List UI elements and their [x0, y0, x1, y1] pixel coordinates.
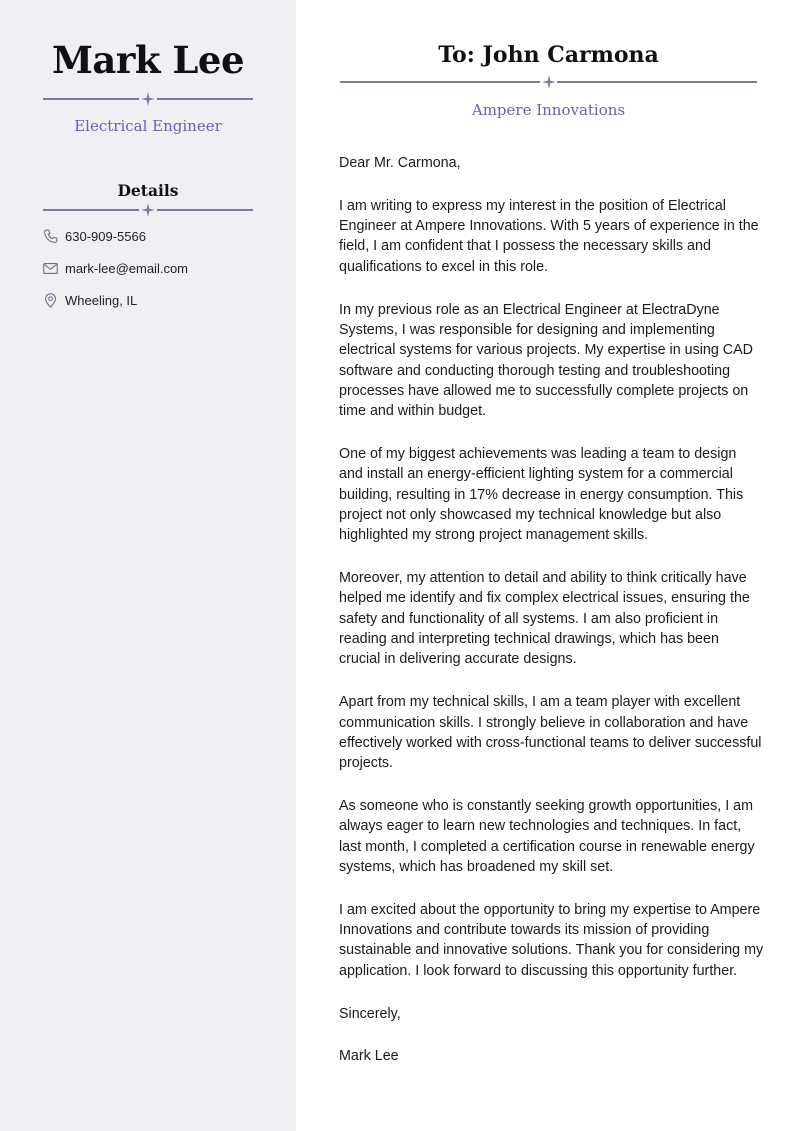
phone-number: 630-909-5566: [65, 228, 146, 244]
candidate-name: Mark Lee: [51, 38, 245, 82]
details-divider: [43, 203, 253, 217]
company-name: Ampere Innovations: [471, 101, 626, 119]
sparkle-icon: [141, 203, 155, 217]
letter-paragraph: As someone who is constantly seeking growth opportunities, I am always eager to learn new technologies and techniques. In fact, last month, I completed a certification course in renewable energy systems, which has broadened my skill set.: [339, 797, 755, 875]
mail-icon: [42, 260, 59, 277]
letter-paragraph: Moreover, my attention to detail and ability to think critically have helped me identify and fix complex electrical issues, ensuring the safety and functionality of all systems. I am also proficient in reading and interpreting technical drawings, which has been crucial in delivering accurate designs.: [339, 570, 750, 668]
email-address: mark-lee@email.com: [65, 260, 188, 276]
phone-icon: [42, 228, 59, 245]
letter-paragraph: I am writing to express my interest in the position of Electrical Engineer at Ampere Innovations. With 5 years of experience in the field, I am confident that I possess the necessary skills and qualifications to excel in this role.: [339, 197, 759, 275]
letter-paragraph: In my previous role as an Electrical Engineer at ElectraDyne Systems, I was responsible for designing and implementing electrical systems for various projects. My expertise in using CAD software and conducting thorough testing and troubleshooting processes have allowed me to successfully complete projects on time and within budget.: [339, 301, 753, 420]
contact-phone: [42, 227, 146, 245]
contact-email: [42, 259, 188, 277]
contact-location: [42, 291, 137, 309]
recipient-heading: To: John Carmona: [438, 42, 659, 68]
job-title: Electrical Engineer: [74, 117, 222, 135]
letter-body: [339, 153, 764, 1089]
letter-paragraph: One of my biggest achievements was leading a team to design and install an energy-efficient lighting system for a commercial building, resulting in 17% decrease in energy consumption. This project not only showcased my technical knowledge but also highlighted my strong project management skills.: [339, 446, 744, 544]
letter-paragraph: Apart from my technical skills, I am a team player with excellent communication skills. I strongly believe in collaboration and have effectively worked with cross-functional teams to deliver successful projects.: [339, 694, 762, 772]
closing: Sincerely,: [339, 1005, 401, 1022]
signature: Mark Lee: [339, 1048, 399, 1065]
location-text: Wheeling, IL: [65, 292, 138, 308]
name-divider: [43, 92, 253, 106]
sidebar: [0, 0, 296, 1131]
recipient-divider: [340, 75, 757, 89]
salutation: Dear Mr. Carmona,: [339, 155, 461, 171]
sparkle-icon: [542, 75, 556, 89]
details-heading: Details: [117, 181, 179, 200]
sparkle-icon: [141, 92, 155, 106]
letter-paragraph: I am excited about the opportunity to bring my expertise to Ampere Innovations and contribute towards its mission of providing sustainable and innovative solutions. Thank you for considering my application. I look forward to discussing this opportunity further.: [339, 901, 764, 979]
location-pin-icon: [42, 292, 59, 309]
